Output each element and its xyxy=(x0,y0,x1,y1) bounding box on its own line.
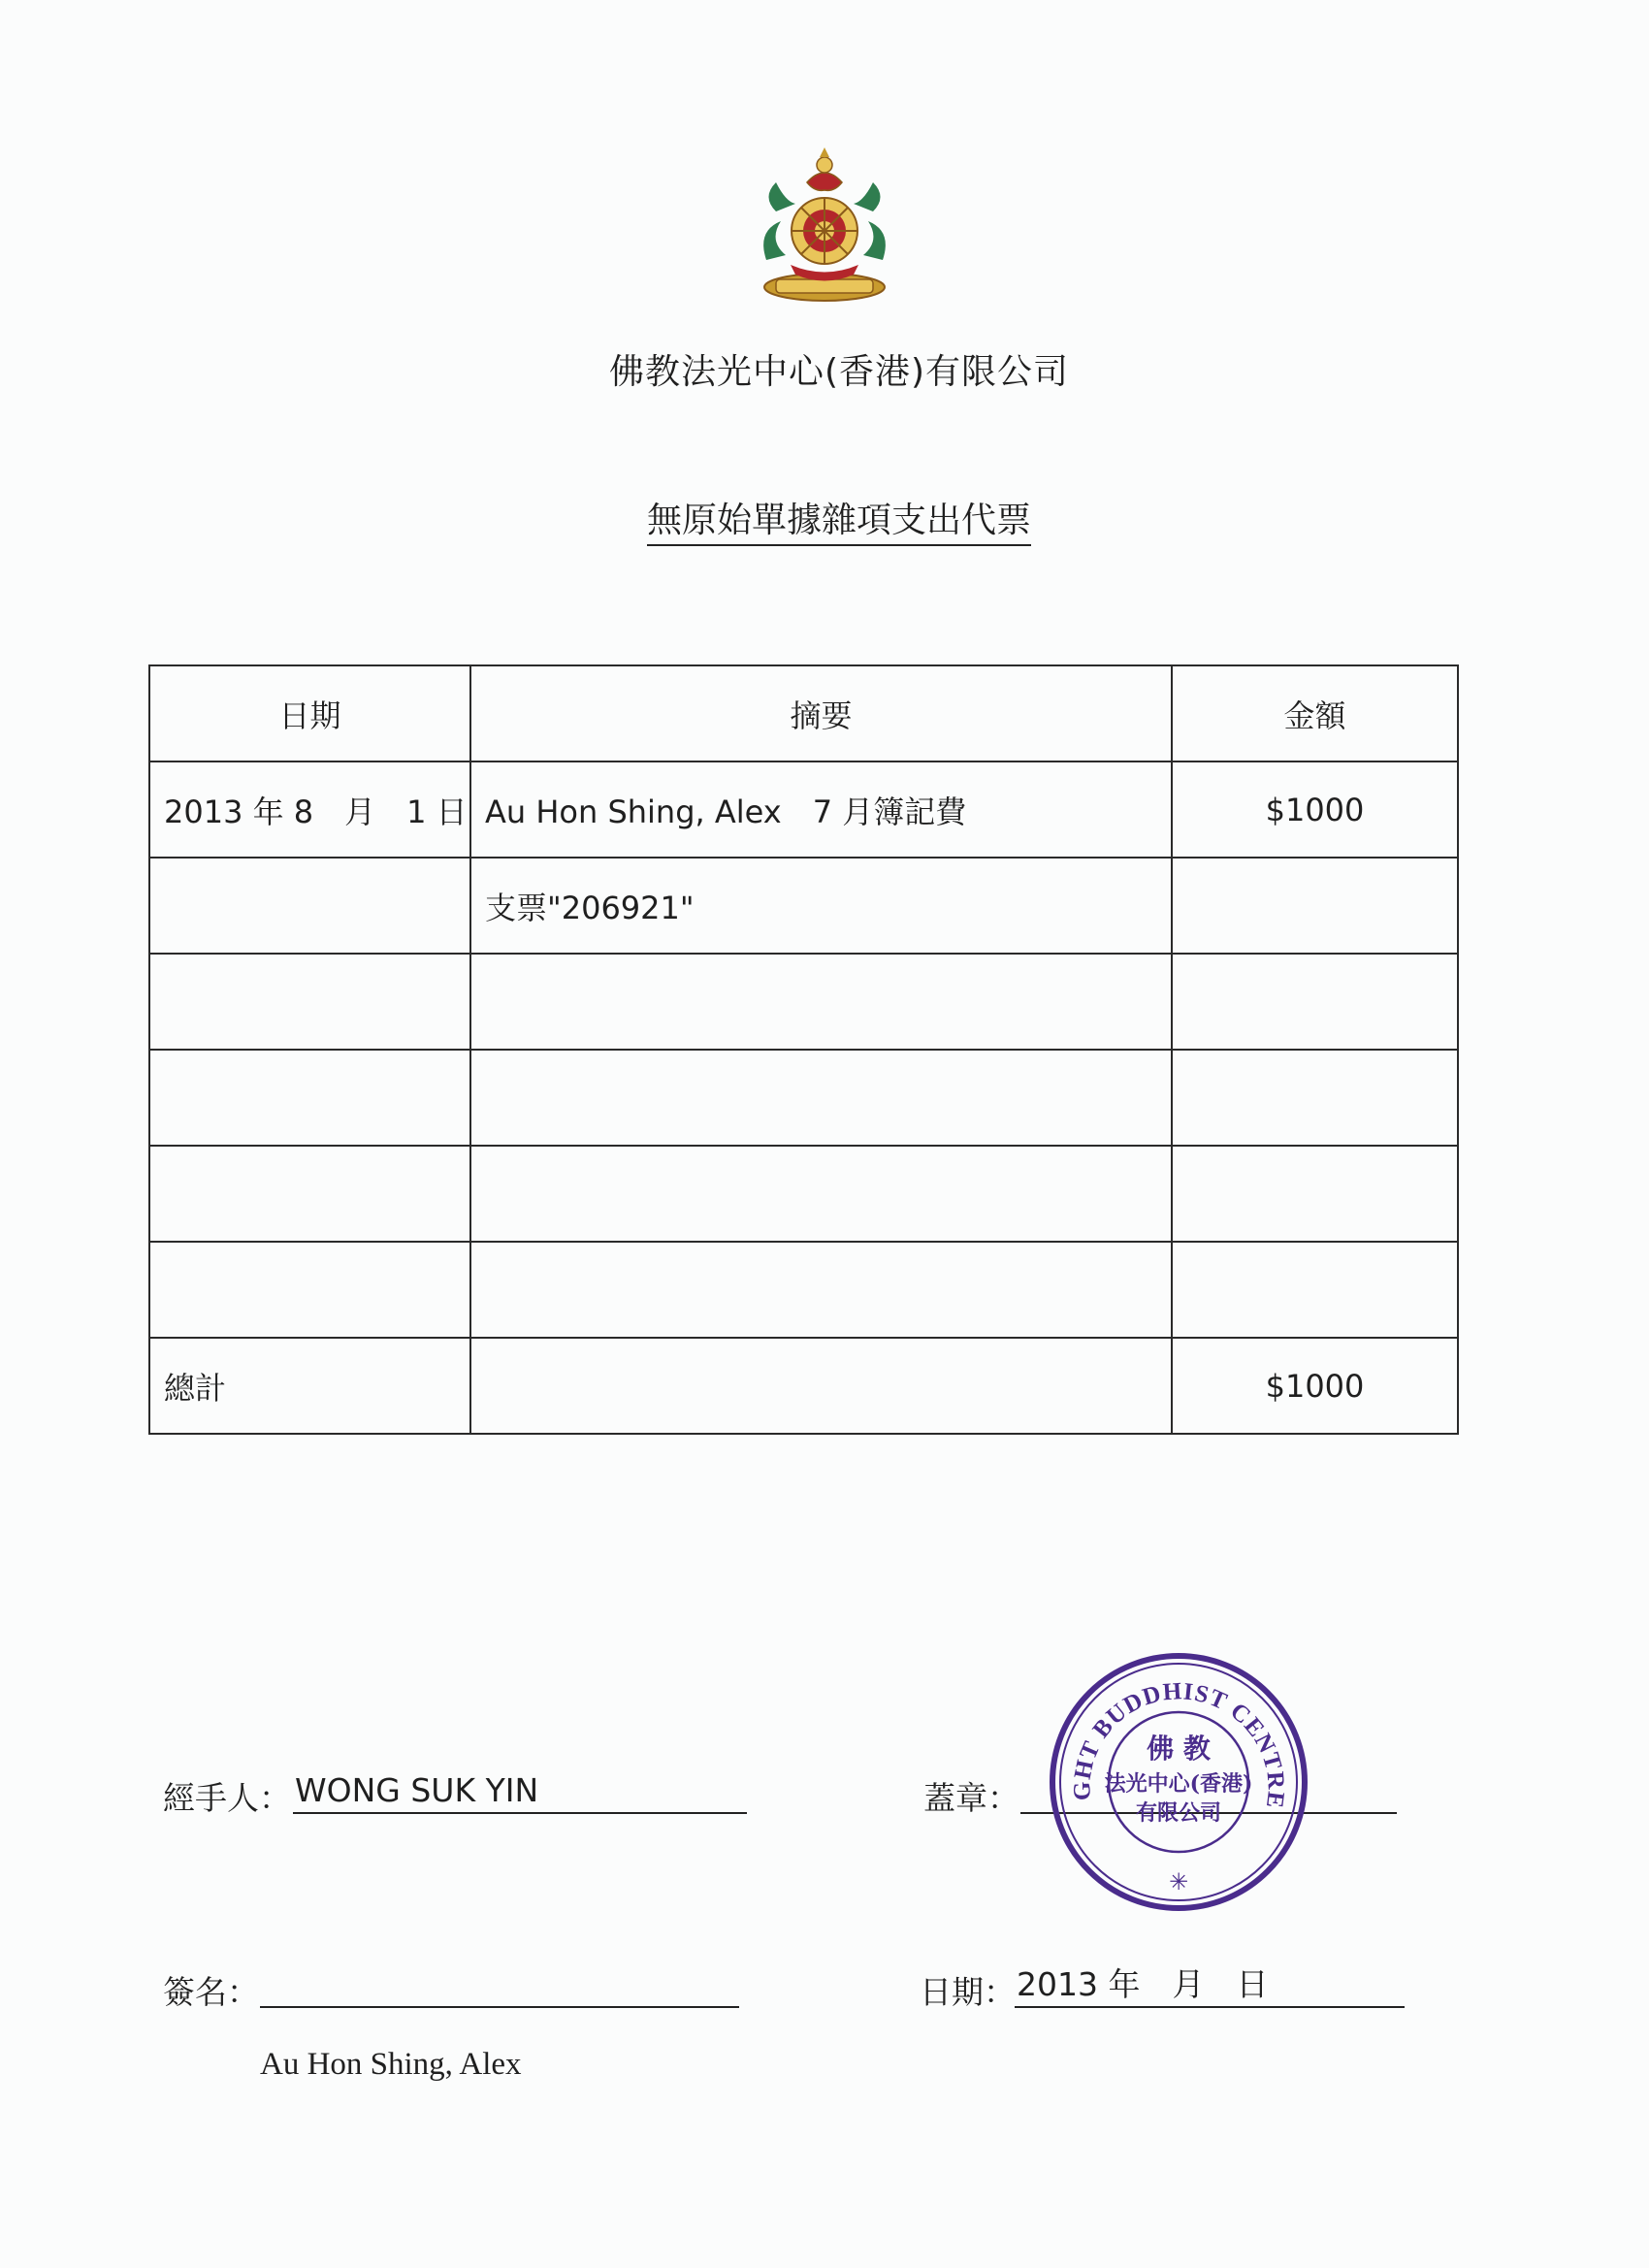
table-row xyxy=(149,761,1458,858)
table-row xyxy=(149,1146,1458,1242)
total-summary xyxy=(470,1338,1172,1434)
row-date xyxy=(149,954,470,1050)
total-label: 總計 xyxy=(149,1338,470,1434)
handler-field: WONG SUK YIN xyxy=(293,1769,747,1814)
signature-line xyxy=(260,1963,739,2008)
signature-label: 簽名： xyxy=(163,1973,259,2011)
total-row xyxy=(149,1338,1458,1434)
header-summary: 摘要 xyxy=(470,665,1172,761)
seal-inner-line1: 佛 教 xyxy=(1147,1733,1211,1765)
row-amount: $1000 xyxy=(1172,761,1458,858)
table-row xyxy=(149,954,1458,1050)
handler-label: 經手人： xyxy=(163,1779,291,1817)
row-amount xyxy=(1172,1146,1458,1242)
row-amount xyxy=(1172,858,1458,954)
svg-text:✳: ✳ xyxy=(1168,1868,1189,1895)
date-field: 2013 年 月 日 xyxy=(1015,1963,1405,2008)
row-amount xyxy=(1172,1242,1458,1338)
row-date xyxy=(149,858,470,954)
table-row xyxy=(149,858,1458,954)
company-seal-stamp xyxy=(1046,1649,1312,1916)
row-summary xyxy=(470,954,1172,1050)
signatory-name: Au Hon Shing, Alex xyxy=(260,2047,522,2082)
row-date xyxy=(149,1146,470,1242)
row-summary xyxy=(470,1146,1172,1242)
header-date: 日期 xyxy=(149,665,470,761)
row-date xyxy=(149,1050,470,1146)
document-title-text: 無原始單據雜項支出代票 xyxy=(647,501,1031,546)
voucher-table xyxy=(148,664,1459,1435)
seal-inner-line3: 有限公司 xyxy=(1135,1800,1222,1826)
document-title xyxy=(0,493,1649,542)
table-row xyxy=(149,1050,1458,1146)
row-summary: 支票"206921" xyxy=(470,858,1172,954)
date-label: 日期： xyxy=(920,1973,1016,2011)
seal-inner-line2: 法光中心(香港) xyxy=(1104,1771,1253,1797)
row-summary: Au Hon Shing, Alex 7 月簿記費 xyxy=(470,761,1172,858)
row-summary xyxy=(470,1242,1172,1338)
row-amount xyxy=(1172,1050,1458,1146)
company-name: 佛教法光中心(香港)有限公司 xyxy=(608,352,1070,392)
buddhist-crest-icon xyxy=(747,144,902,308)
stamp-label: 蓋章： xyxy=(923,1779,1019,1817)
header-amount: 金額 xyxy=(1172,665,1458,761)
row-date xyxy=(149,1242,470,1338)
total-amount: $1000 xyxy=(1172,1338,1458,1434)
seal-outer-text: GHT BUDDHIST CENTRE xyxy=(1069,1678,1289,1811)
row-summary xyxy=(470,1050,1172,1146)
row-amount xyxy=(1172,954,1458,1050)
row-date: 2013 年 8 月 1 日 xyxy=(149,761,470,858)
table-header-row xyxy=(149,665,1458,761)
table-row xyxy=(149,1242,1458,1338)
